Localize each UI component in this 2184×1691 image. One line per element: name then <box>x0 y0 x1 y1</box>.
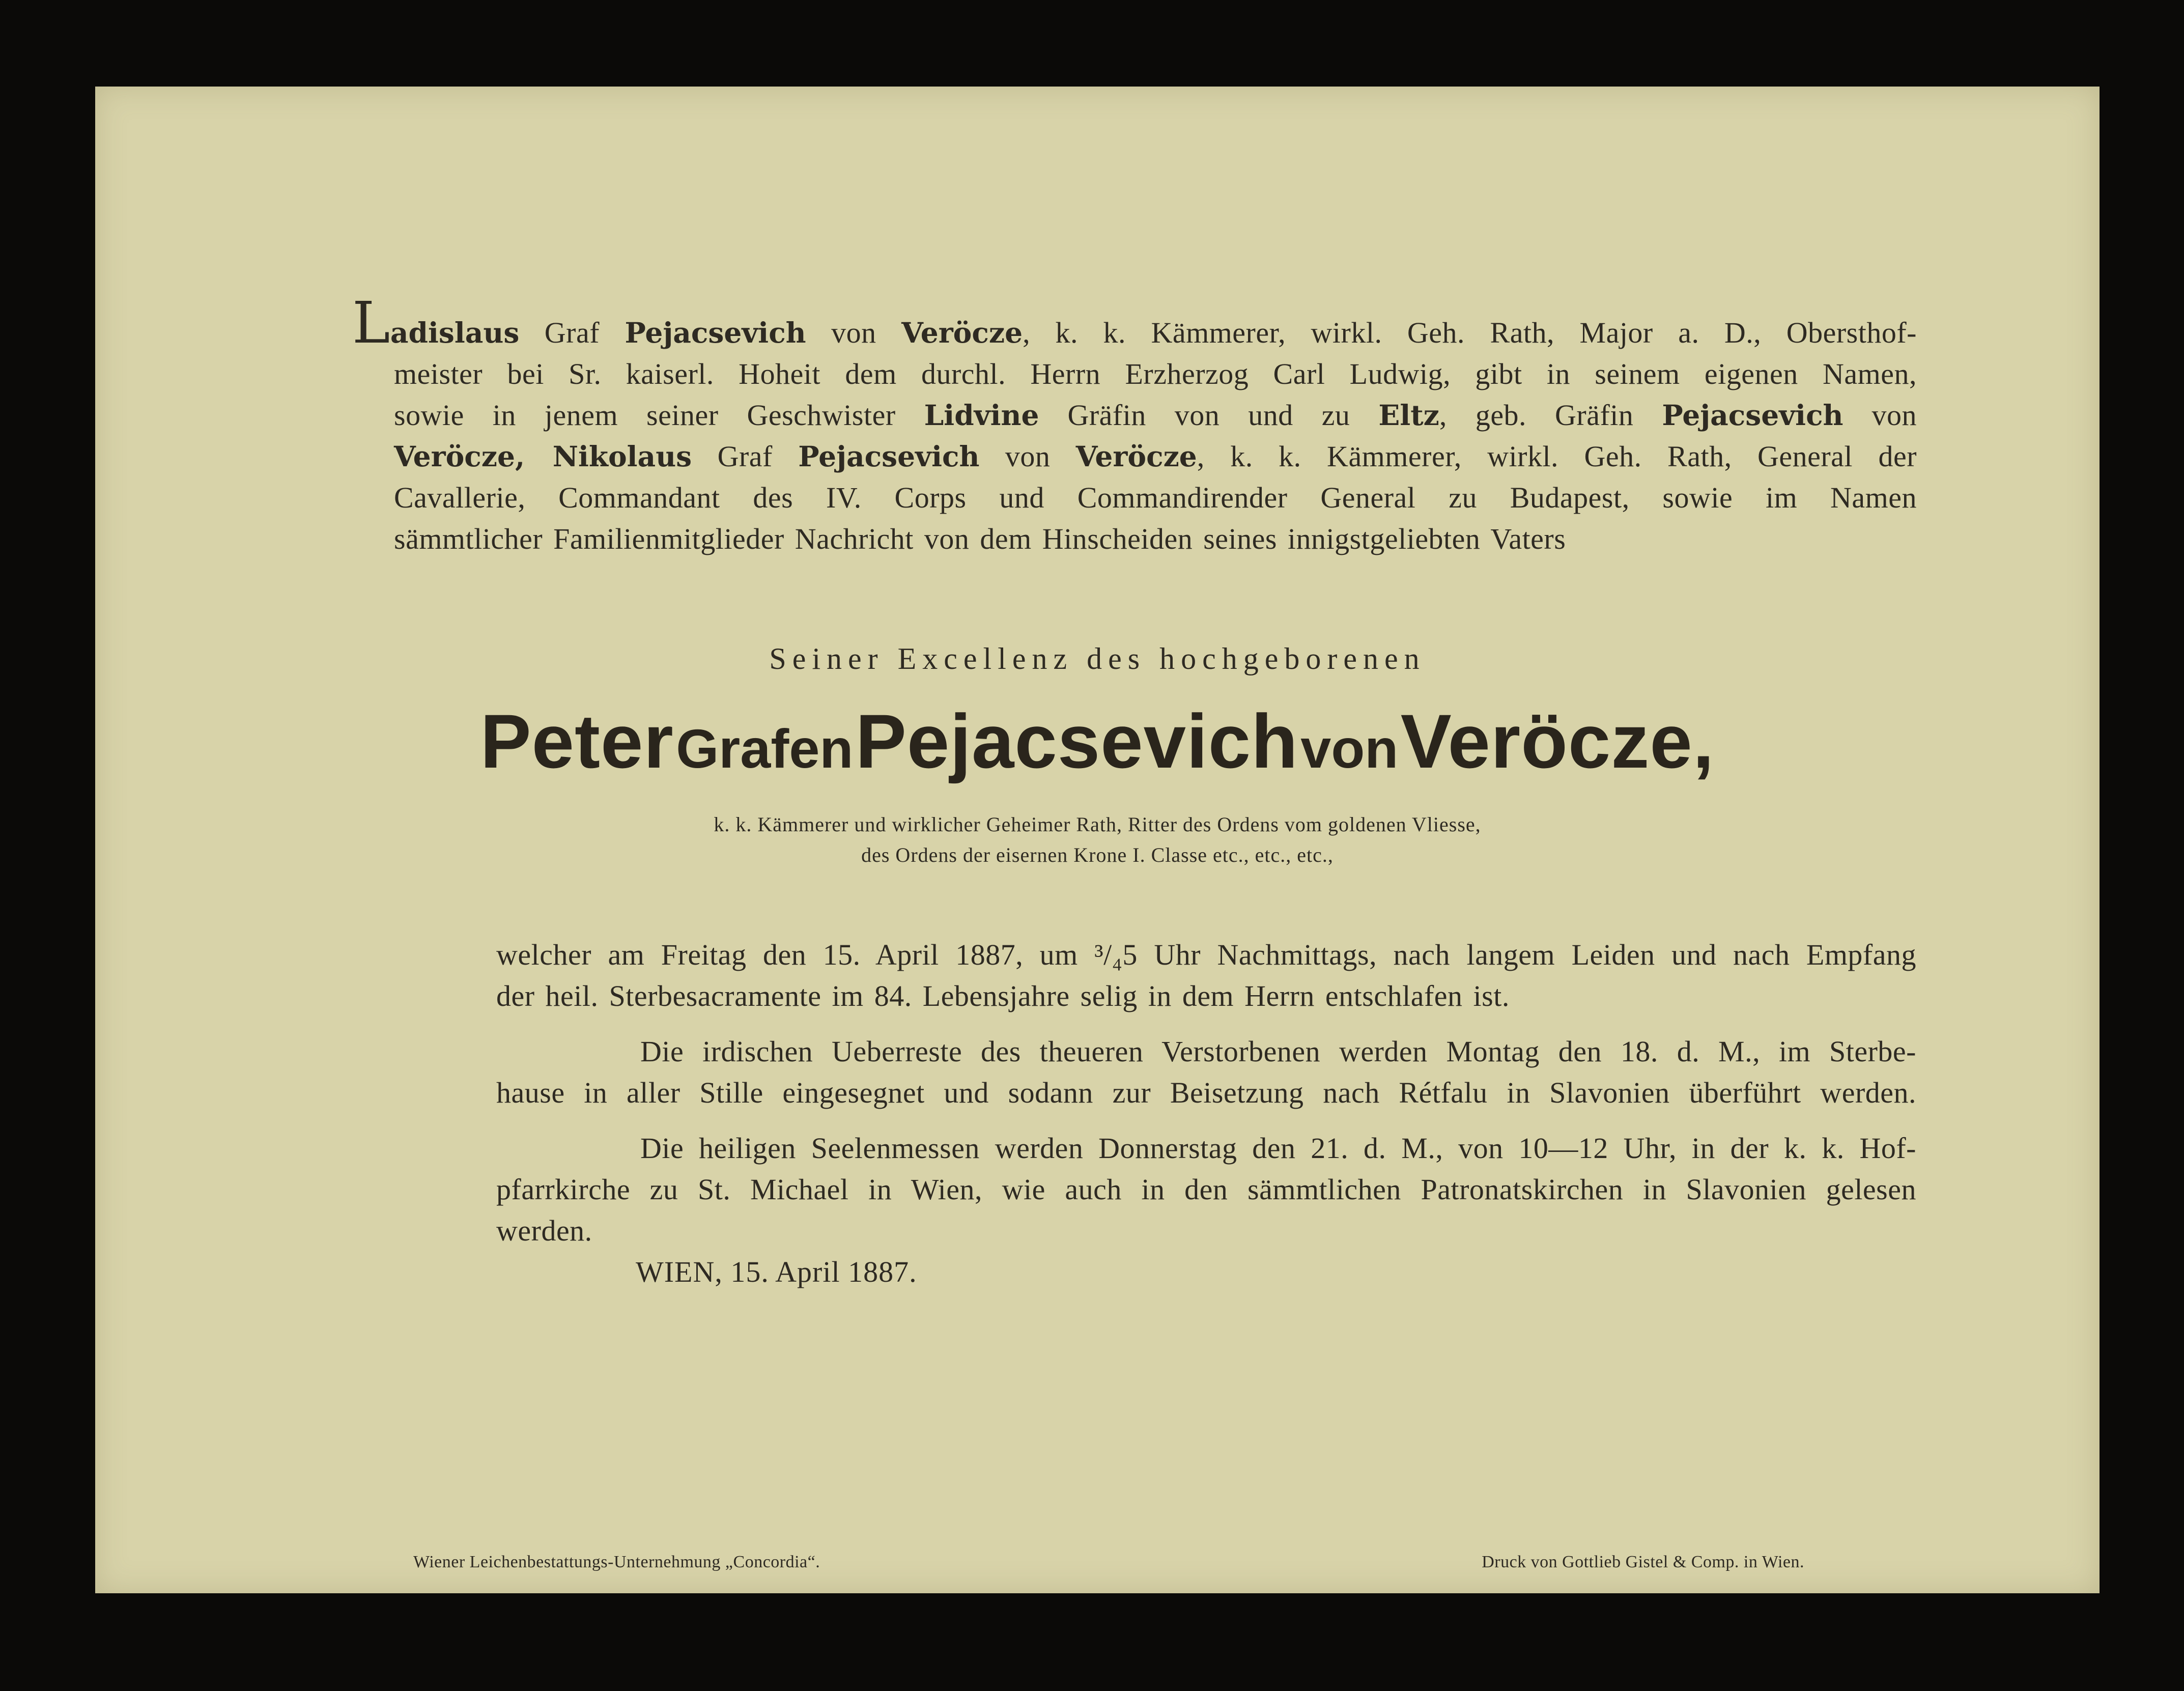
text: von <box>806 316 902 349</box>
opening-line-3 <box>352 394 1917 436</box>
name-pejacsevich: Pejacsevich <box>1662 399 1843 432</box>
titles-line-2: des Ordens der eisernen Krone I. Classe etc., etc., etc., <box>861 843 1334 866</box>
text: , k. k. Kämmerer, wirkl. Geh. Rath, General der <box>1197 440 1917 473</box>
name-eltz: Eltz <box>1378 399 1439 432</box>
burial-paragraph <box>496 1031 1916 1113</box>
text: , geb. Gräfin <box>1439 399 1662 432</box>
text: von <box>979 440 1076 473</box>
name-nikolaus: Veröcze, Nikolaus <box>394 440 692 473</box>
name-surname: Pejacsevich <box>855 698 1298 784</box>
mass-line-2: pfarrkirche zu St. Michael in Wien, wie auch in den sämmtlichen Patronatskirchen in Slavonien gelesen <box>496 1173 1916 1206</box>
death-line-2: der heil. Sterbesacramente im 84. Lebensjahre selig in dem Herrn entschlafen ist. <box>496 979 1510 1012</box>
name-title: Grafen <box>676 718 854 779</box>
text: Graf <box>692 440 799 473</box>
name-von: von <box>1300 718 1399 779</box>
name-verocze: Veröcze <box>1075 440 1197 473</box>
text: Die heiligen Seelenmessen werden Donnerstag den 21. d. M., von 10—12 Uhr, in der k. k. Hof- <box>640 1132 1916 1165</box>
mass-line-1 <box>496 1128 1916 1169</box>
text: Gräfin von und zu <box>1039 399 1379 432</box>
burial-line-2: hause in aller Stille eingesegnet und sodann zur Beisetzung nach Rétfalu in Slavonien überführt werden. <box>496 1076 1916 1109</box>
name-lidvine: Lidvine <box>924 399 1039 432</box>
text: Die irdischen Ueberreste des theueren Verstorbenen werden Montag den 18. d. M., im Sterbe- <box>640 1035 1916 1068</box>
deceased-titles <box>95 809 2100 870</box>
death-notice-sheet <box>95 87 2100 1593</box>
opening-line-6: sämmtlicher Familienmitglieder Nachricht von dem Hinscheiden seines innigstgeliebten Vaters <box>394 522 1566 555</box>
deceased-name <box>95 697 2100 785</box>
name-place: Veröcze, <box>1400 698 1715 784</box>
death-paragraph <box>496 934 1916 1017</box>
footer-printer: Druck von Gottlieb Gistel & Comp. in Wien. <box>1482 1553 1804 1571</box>
text: sowie in jenem seiner Geschwister <box>394 399 924 432</box>
drop-cap: L <box>352 290 390 356</box>
name-verocze: Veröcze <box>901 316 1023 349</box>
opening-line-5: Cavallerie, Commandant des IV. Corps und Commandirender General zu Budapest, sowie im Namen <box>394 481 1917 514</box>
text: , k. k. Kämmerer, wirkl. Geh. Rath, Major a. D., Obersthof- <box>1023 316 1917 349</box>
name-pejacsevich: Pejacsevich <box>625 316 806 349</box>
mass-paragraph <box>496 1128 1916 1251</box>
opening-line-2: meister bei Sr. kaiserl. Hoheit dem durchl. Herrn Erzherzog Carl Ludwig, gibt in seinem eigenen Namen, <box>394 357 1917 390</box>
text: Graf <box>519 316 625 349</box>
opening-paragraph <box>352 290 1917 559</box>
name-pejacsevich: Pejacsevich <box>798 440 980 473</box>
excellenz-heading: Seiner Excellenz des hochgeborenen <box>769 642 1426 675</box>
titles-line-1: k. k. Kämmerer und wirklicher Geheimer Rath, Ritter des Ordens vom goldenen Vliesse, <box>714 813 1481 836</box>
mass-line-3: werden. <box>496 1214 592 1247</box>
name-ladislaus: adislaus <box>390 316 520 349</box>
name-first: Peter <box>480 698 674 784</box>
opening-line-1 <box>352 290 1917 356</box>
opening-line-4 <box>352 436 1917 477</box>
text: von <box>1843 399 1917 432</box>
burial-line-1 <box>496 1031 1916 1072</box>
place-date: WIEN, 15. April 1887. <box>636 1255 917 1288</box>
footer-undertaker: Wiener Leichenbestattungs-Unternehmung „Concordia“. <box>413 1553 820 1571</box>
death-line-1: welcher am Freitag den 15. April 1887, um ³/₄5 Uhr Nachmittags, nach langem Leiden und nach Empfang <box>496 938 1916 971</box>
